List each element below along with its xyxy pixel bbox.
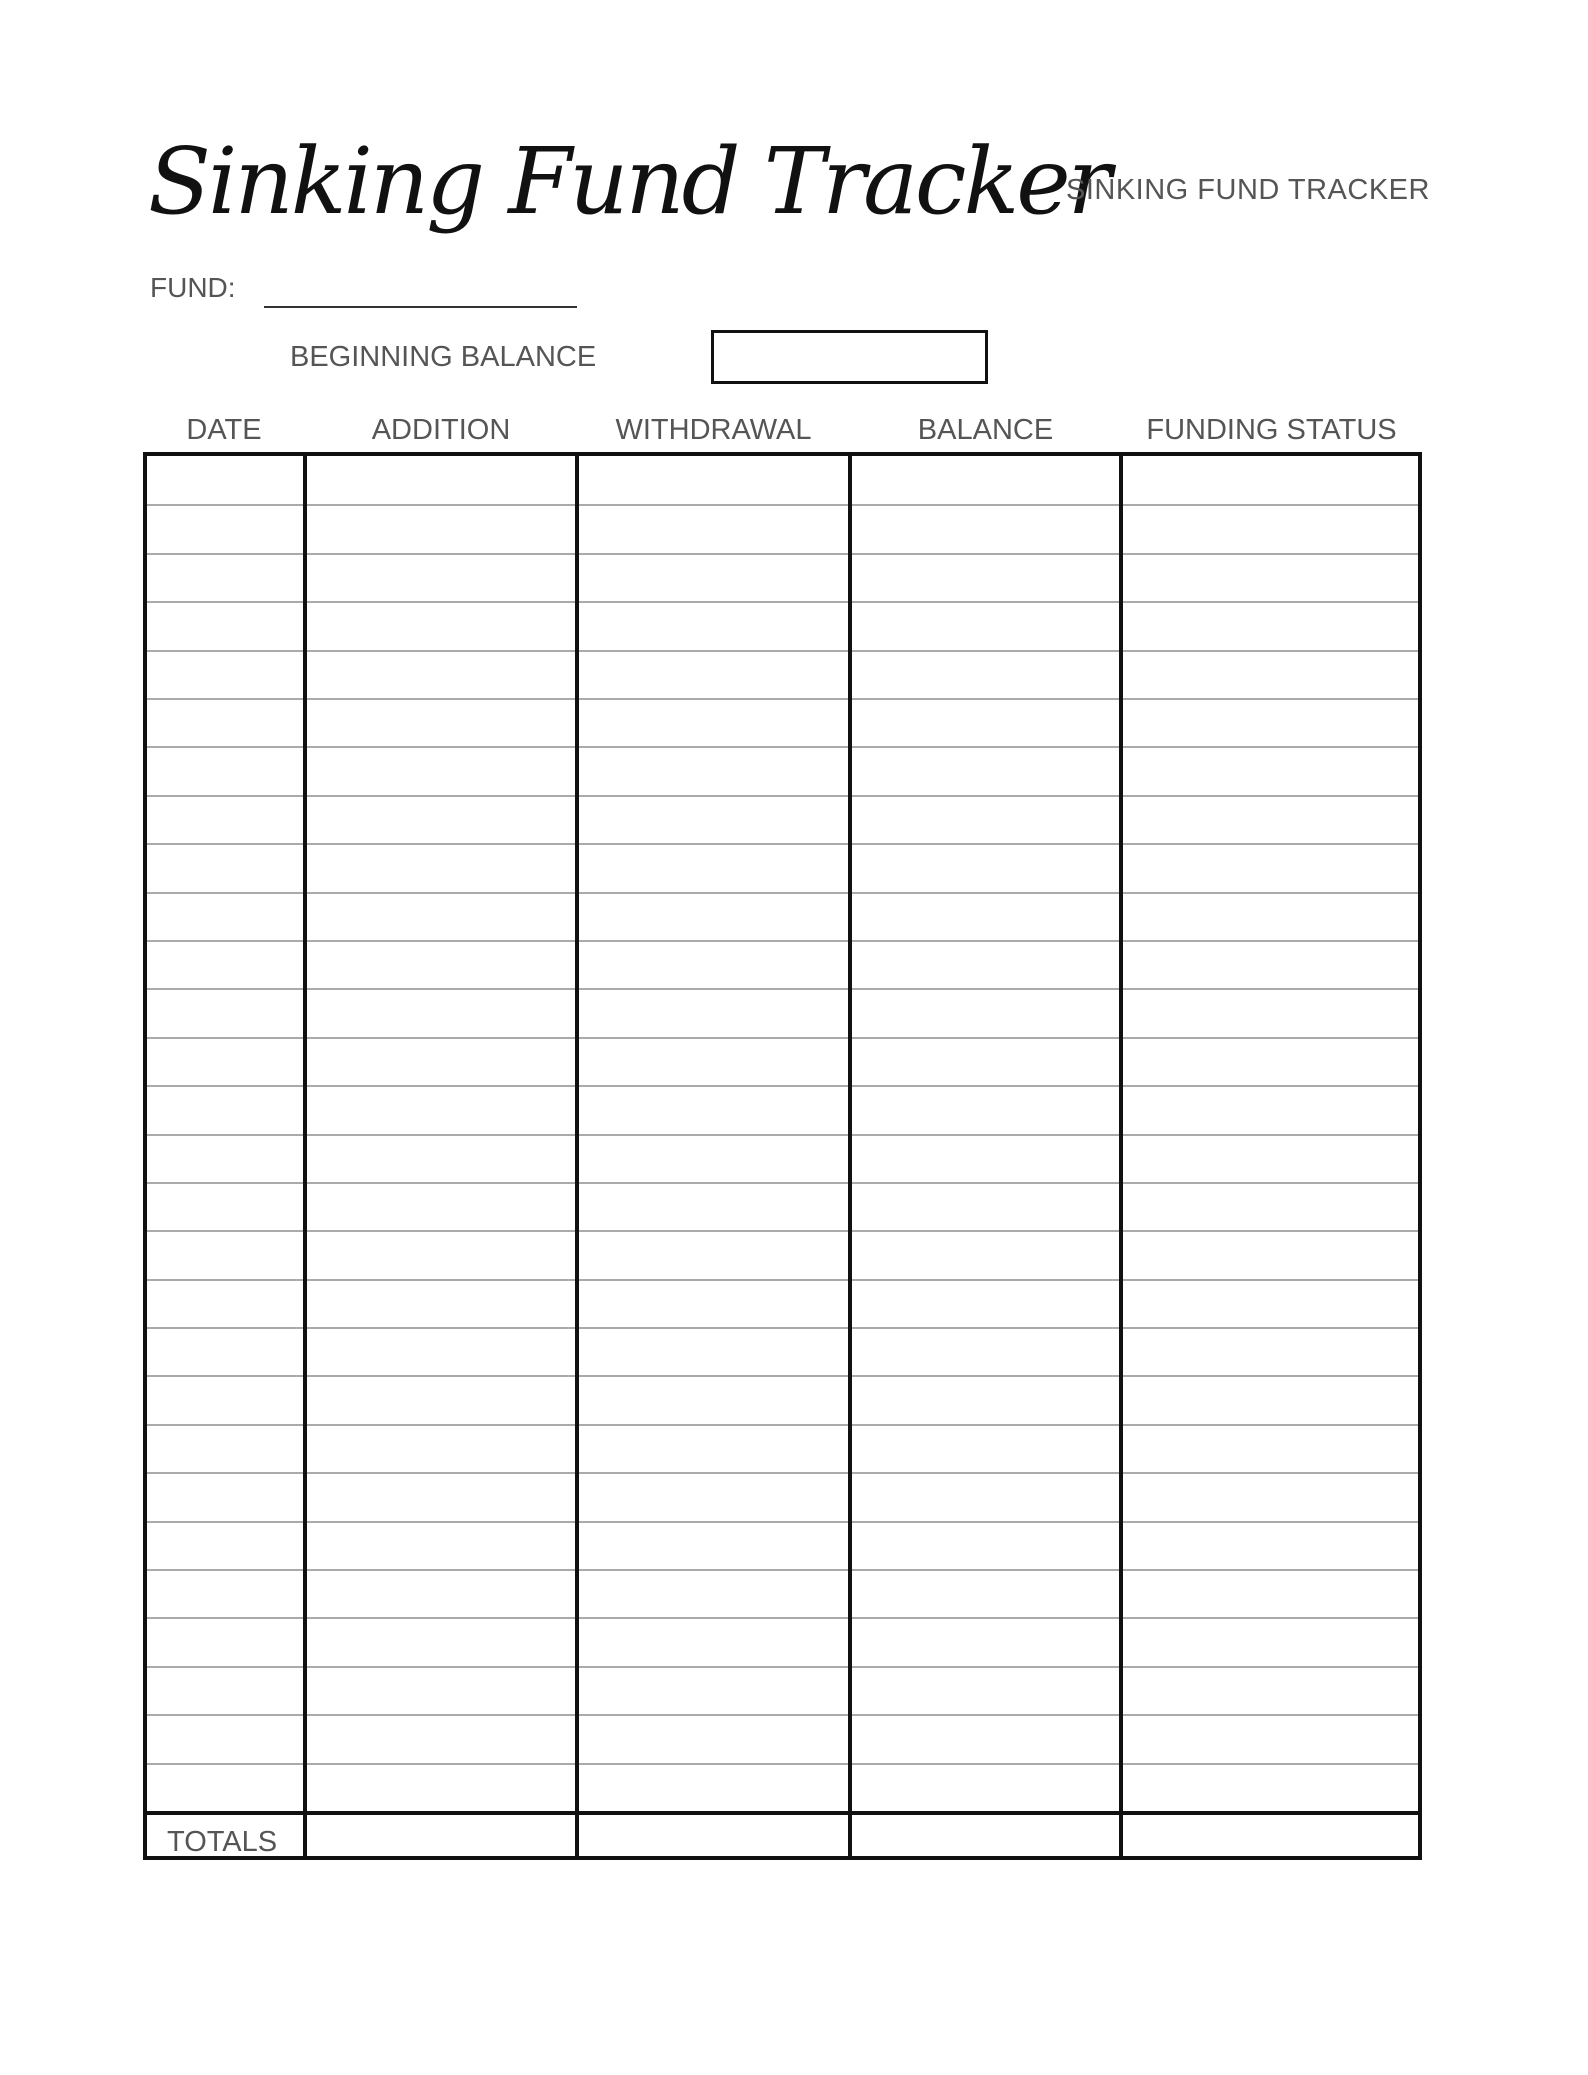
beginning-balance-label: BEGINNING BALANCE bbox=[290, 341, 597, 373]
column-divider bbox=[575, 456, 579, 1856]
table-row-line bbox=[147, 698, 1418, 700]
page-title: Sinking Fund Tracker bbox=[148, 128, 1109, 235]
column-header-funding-status: FUNDING STATUS bbox=[1146, 414, 1397, 446]
table-row-line bbox=[147, 940, 1418, 942]
column-header-date: DATE bbox=[186, 414, 262, 446]
fund-label: FUND: bbox=[150, 272, 236, 303]
table-row-line bbox=[147, 601, 1418, 603]
table-row-line bbox=[147, 1569, 1418, 1571]
column-divider bbox=[303, 456, 307, 1856]
table-row-line bbox=[147, 1037, 1418, 1039]
table-row-line bbox=[147, 504, 1418, 506]
fund-name-field[interactable] bbox=[264, 306, 577, 308]
totals-label: TOTALS bbox=[167, 1826, 278, 1858]
table-row-line bbox=[147, 746, 1418, 748]
page-subtitle: SINKING FUND TRACKER bbox=[1066, 174, 1430, 206]
table-row-line bbox=[147, 1666, 1418, 1668]
table-row-line bbox=[147, 1085, 1418, 1087]
table-row-line bbox=[147, 553, 1418, 555]
column-divider bbox=[848, 456, 852, 1856]
table-row-line bbox=[147, 1182, 1418, 1184]
column-header-addition: ADDITION bbox=[371, 414, 511, 446]
table-row-line bbox=[147, 988, 1418, 990]
table-row-line bbox=[147, 650, 1418, 652]
table-row-line bbox=[147, 892, 1418, 894]
table-row-line bbox=[147, 1327, 1418, 1329]
table-row-line bbox=[147, 1763, 1418, 1765]
table-row-line bbox=[147, 1134, 1418, 1136]
table-row-line bbox=[147, 1230, 1418, 1232]
table-row-line bbox=[147, 1424, 1418, 1426]
table-row-line bbox=[147, 1279, 1418, 1281]
beginning-balance-field[interactable] bbox=[711, 330, 988, 384]
table-row-line bbox=[147, 1617, 1418, 1619]
column-header-withdrawal: WITHDRAWAL bbox=[615, 414, 812, 446]
table-row-line bbox=[147, 1521, 1418, 1523]
table-row-line bbox=[147, 843, 1418, 845]
tracker-table bbox=[143, 452, 1422, 1860]
table-row-line bbox=[147, 1714, 1418, 1716]
table-row-line bbox=[147, 795, 1418, 797]
table-row-line bbox=[147, 1472, 1418, 1474]
column-header-balance: BALANCE bbox=[917, 414, 1054, 446]
totals-divider bbox=[147, 1811, 1418, 1815]
table-row-line bbox=[147, 1375, 1418, 1377]
column-divider bbox=[1119, 456, 1123, 1856]
